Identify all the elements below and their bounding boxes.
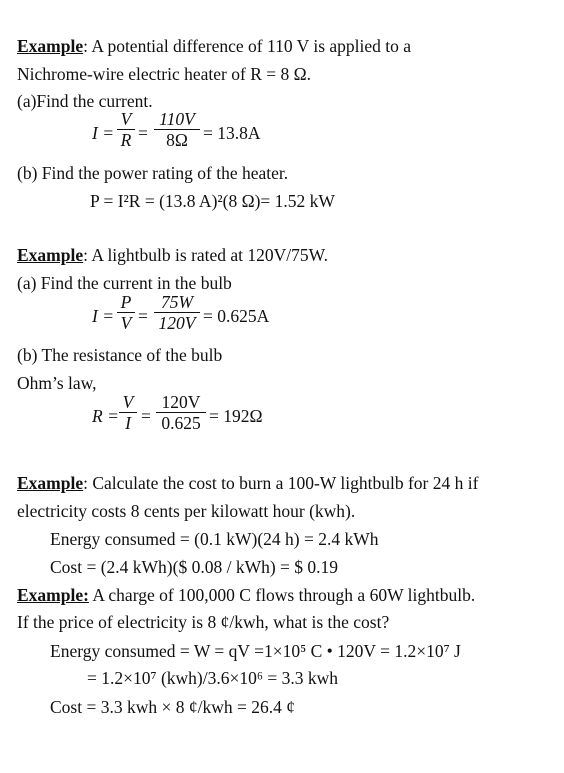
example2-r-equals: =	[141, 406, 151, 426]
example3-energy: Energy consumed = (0.1 kW)(24 h) = 2.4 kWh	[50, 529, 379, 549]
example1-fraction-2	[154, 109, 200, 150]
example-label: Example	[17, 36, 84, 56]
fraction-denominator: 0.625	[156, 412, 206, 433]
fraction-numerator: 75W	[160, 292, 194, 312]
fraction-denominator: I	[119, 412, 137, 433]
fraction-numerator: V	[120, 109, 132, 129]
example2-fraction-2	[154, 292, 200, 333]
fraction-denominator: R	[117, 129, 135, 150]
example4-text: A charge of 100,000 C flows through a 60W lightbulb.	[88, 585, 476, 605]
fraction-numerator: 110V	[159, 109, 195, 129]
example1-part-b: (b) Find the power rating of the heater.	[17, 163, 289, 183]
example2-eq-lhs: I =	[92, 306, 115, 326]
example1-power-eq: P = I²R = (13.8 A)²(8 Ω)= 1.52 kW	[90, 191, 335, 211]
example2-text: : A lightbulb is rated at 120V/75W.	[83, 245, 328, 265]
example4-cost: Cost = 3.3 kwh × 8 ¢/kwh = 26.4 ¢	[50, 697, 295, 717]
example2-eq-result: = 0.625A	[203, 306, 270, 326]
example2-r-fraction-1	[119, 392, 137, 433]
example2-line1	[17, 244, 328, 266]
example4-energy-2: = 1.2×10⁷ (kwh)/3.6×10⁶ = 3.3 kwh	[87, 668, 338, 688]
fraction-denominator: 120V	[154, 312, 200, 333]
example1-eq-result: = 13.8A	[203, 123, 261, 143]
example2-part-b: (b) The resistance of the bulb	[17, 345, 223, 365]
example1-part-a: (a)Find the current.	[17, 91, 153, 111]
example-label: Example:	[17, 585, 89, 605]
example1-eq-lhs: I =	[92, 123, 115, 143]
example3-cost: Cost = (2.4 kWh)($ 0.08 / kWh) = $ 0.19	[50, 557, 339, 577]
example2-ohms-law: Ohm’s law,	[17, 373, 97, 393]
fraction-denominator: V	[117, 312, 135, 333]
example1-line1	[17, 35, 411, 57]
example1-line2: Nichrome-wire electric heater of R = 8 Ω.	[17, 64, 311, 84]
example2-r-result: = 192Ω	[209, 406, 263, 426]
fraction-denominator: 8Ω	[154, 129, 200, 150]
example3-line1	[17, 472, 478, 494]
fraction-numerator: V	[122, 392, 134, 412]
example4-line1	[17, 584, 475, 606]
example2-eq-equals: =	[138, 306, 148, 326]
example3-line2: electricity costs 8 cents per kilowatt hour (kwh).	[17, 501, 356, 521]
example1-text: : A potential difference of 110 V is applied to a	[83, 36, 412, 56]
example1-fraction-1	[117, 109, 135, 150]
fraction-numerator: P	[120, 292, 132, 312]
example2-part-a: (a) Find the current in the bulb	[17, 273, 232, 293]
example2-r-lhs: R =	[92, 406, 119, 426]
example2-r-fraction-2	[156, 392, 206, 433]
example2-fraction-1	[117, 292, 135, 333]
example1-eq-equals: =	[138, 123, 148, 143]
fraction-numerator: 120V	[161, 392, 201, 412]
example-label: Example	[17, 473, 84, 493]
example4-energy: Energy consumed = W = qV =1×10⁵ C • 120V = 1.2×10⁷ J	[50, 641, 461, 661]
example3-text: : Calculate the cost to burn a 100-W lightbulb for 24 h if	[83, 473, 479, 493]
example4-line2: If the price of electricity is 8 ¢/kwh, what is the cost?	[17, 612, 390, 632]
example-label: Example	[17, 245, 84, 265]
